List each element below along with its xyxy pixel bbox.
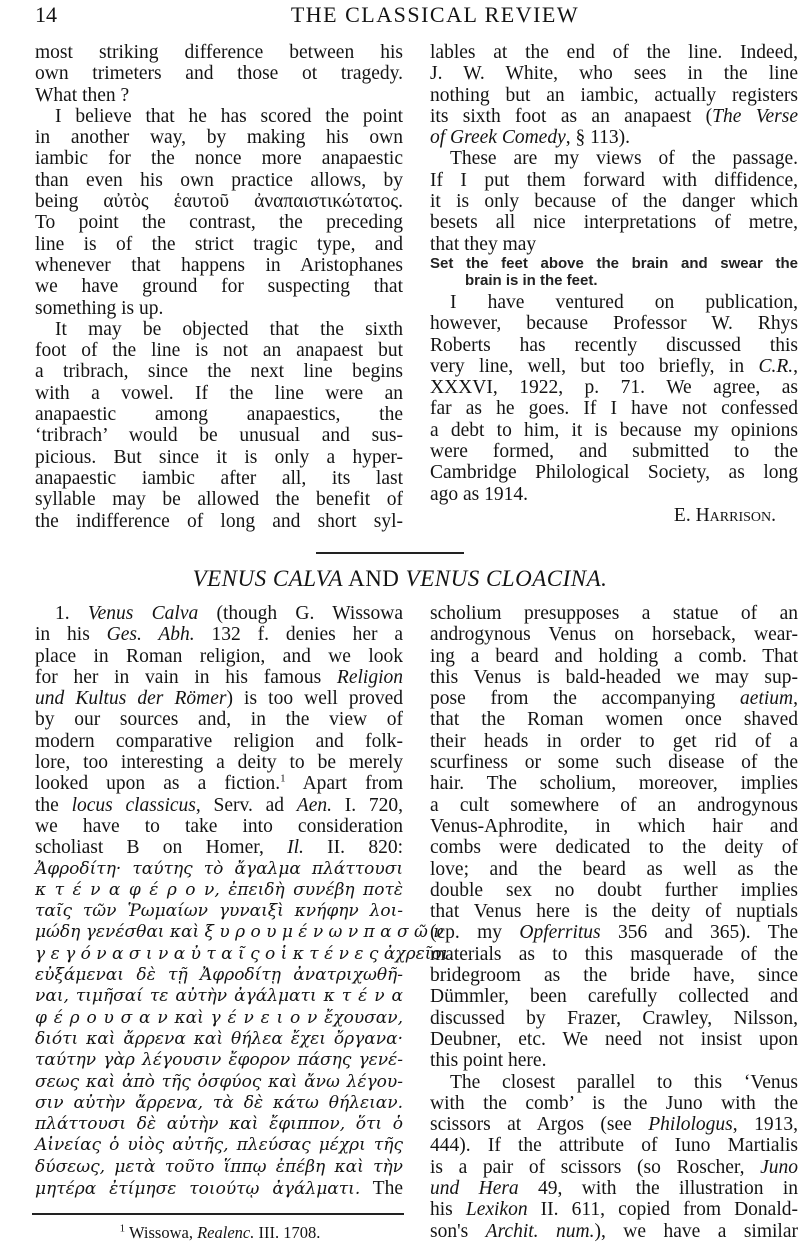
italic-term: Il.	[287, 837, 304, 859]
greek-quote-line: φ έ ρ ο υ σ α ν καὶ γ έ ν ε ι ο ν ἔχουσαν,	[35, 1007, 403, 1028]
greek-quote-line: Ἀφροδίτη· ταύτης τὸ ἄγαλμα πλάττουσι	[35, 858, 403, 879]
verse-quote-line: brain is in the feet.	[465, 271, 598, 289]
text-line: than even his own practice allows, by	[35, 169, 403, 191]
text-line	[430, 1114, 798, 1135]
text-line: a tribrach, since the next line begins	[35, 361, 403, 383]
text-line: XXXVI, 1922, p. 71. We agree, as	[430, 377, 798, 399]
text-line: place in Roman religion, and we look	[35, 645, 403, 667]
text-run: (cp. my	[430, 922, 520, 944]
text-line	[35, 667, 403, 688]
text-run: The	[360, 1178, 403, 1200]
text-line: What then ?	[35, 84, 130, 106]
text-line: scurfiness or some such disease of the	[430, 752, 798, 774]
text-line	[430, 1157, 798, 1178]
article-title	[0, 566, 800, 592]
book-title: The Verse	[712, 105, 798, 127]
journal-title: Philologus	[648, 1114, 733, 1136]
italic-term: aetium	[740, 688, 794, 710]
text-line: besets all nice interpretations of metre,	[430, 212, 798, 234]
footnote-marker[interactable]: 1	[280, 772, 286, 785]
text-line: ing a beard and holding a comb. That	[430, 645, 798, 667]
text-run: scissors at Argos (see	[430, 1114, 649, 1136]
text-line	[35, 795, 403, 816]
text-run: looked upon as a fiction.	[35, 773, 281, 795]
text-line: Dümmler, been carefully collected and	[430, 986, 798, 1008]
greek-quote-line: δύσεως, μετὰ τοῦτο ἵππῳ ἐπέβη καὶ τὴν	[35, 1156, 403, 1177]
text-line: that the Roman women once shaved	[430, 709, 798, 731]
text-line	[430, 127, 798, 148]
text-line: combs were dedicated to the deity of	[430, 837, 798, 859]
section-number: 1.	[55, 603, 88, 624]
text-run: , § 113).	[565, 127, 631, 149]
italic-term: Aen.	[296, 794, 332, 816]
text-line: I believe that he has scored the point	[55, 105, 403, 127]
book-title: Religion	[336, 666, 403, 688]
text-run: II. 820:	[303, 837, 403, 859]
text-run: (though G. Wissowa	[198, 603, 403, 624]
text-line: It may be objected that the sixth	[55, 318, 403, 340]
text-line: anapaestic iambic after all, its last	[35, 467, 403, 489]
text-line: materials as to this masquerade of the	[430, 943, 798, 965]
text-line: discussed by Frazer, Crawley, Nilsson,	[430, 1007, 798, 1029]
text-line: syllable may be allowed the benefit of	[35, 489, 403, 511]
book-title: und Hera	[430, 1178, 519, 1200]
text-run: son's	[430, 1220, 486, 1242]
italic-term: Realenc.	[197, 1223, 255, 1242]
article2-left-column	[35, 603, 454, 1200]
text-line: this point here.	[430, 1050, 547, 1072]
text-line: a cult somewhere of an androgynous	[430, 794, 798, 816]
book-title: Lexikon	[465, 1199, 528, 1221]
text-line: The closest parallel to this ‘Venus	[450, 1071, 798, 1093]
greek-quote-line: διότι καὶ ἄρρενα καὶ θήλεα ἔχει ὄργανα·	[35, 1028, 403, 1049]
text-line: however, because Professor W. Rhys	[430, 313, 798, 335]
text-run: ), we have a similar	[594, 1220, 799, 1242]
page-header	[0, 0, 800, 30]
book-title: Archit. num.	[485, 1220, 595, 1242]
text-line: Roberts has recently discussed this	[430, 334, 798, 356]
text-line: foot of the line is not an anapaest but	[35, 340, 403, 362]
text-line: were formed, and submitted to the	[430, 441, 798, 463]
text-line: it is only because of the danger which	[430, 191, 798, 213]
journal-abbrev: C.R.	[758, 355, 794, 377]
text-line: that they may	[430, 233, 537, 255]
text-line: 444). If the attribute of Iuno Martialis	[430, 1135, 798, 1157]
text-line: These are my views of the passage.	[450, 148, 798, 170]
text-line: nothing but an iambic, actually registers	[430, 84, 798, 106]
greek-quote-line: ταύτην γὰρ λέγουσιν ἔφορον πάσης γενέ-	[35, 1050, 403, 1071]
text-run: II. 611, copied from Donald-	[527, 1199, 799, 1221]
text-line: Cambridge Philological Society, as long	[430, 462, 798, 484]
text-line	[430, 1221, 798, 1242]
greek-quote-line: μώδη γενέσθαι καὶ ξ υ ρ ο υ μ έ ν ω ν π α σ ῶ ν	[35, 922, 444, 943]
text-line	[430, 688, 798, 709]
text-line: J. W. White, who sees in the line	[430, 63, 798, 85]
title-part: VENUS CLOACINA.	[405, 566, 608, 591]
greek-quote-line: σεως καὶ ἀπὸ τῆς ὀσφύος καὶ ἄνω λέγου-	[35, 1071, 403, 1092]
text-line	[430, 106, 798, 127]
text-run: pose from the accompanying	[430, 688, 741, 710]
text-line: ago as 1914.	[430, 483, 529, 505]
text-line: Deubner, etc. We need not insist upon	[430, 1028, 798, 1050]
text-line: scholium presupposes a statue of an	[430, 603, 798, 624]
text-run: is a pair of scissors (so Roscher,	[430, 1156, 761, 1178]
text-line: with a vowel. If the line were an	[35, 382, 403, 404]
text-line	[35, 1178, 403, 1199]
text-line: that Venus here is the deity of nuptials	[430, 901, 798, 923]
text-run: in his	[35, 624, 107, 646]
text-line: by our sources and, in the view of	[35, 709, 403, 731]
text-run: ) is too well proved	[226, 688, 404, 710]
text-line: bridegroom as the bride have, since	[430, 965, 798, 987]
text-line: iambic for the nonce more anapaestic	[35, 148, 403, 170]
text-run: III. 1708.	[254, 1223, 321, 1242]
text-line: far as he goes. If I have not confessed	[430, 398, 798, 420]
text-line: If I put them forward with diffidence,	[430, 169, 798, 191]
book-title: Juno	[760, 1156, 798, 1178]
text-run: Wissowa,	[125, 1223, 198, 1242]
page-number: 14	[35, 2, 57, 27]
greek-quote-line: πλάττουσι δὲ αὐτὴν καὶ ἔφιππον, ὅτι ὁ	[35, 1114, 403, 1135]
footnote	[0, 1223, 440, 1243]
book-title: of Greek Comedy	[430, 127, 566, 149]
text-line: To point the contrast, the preceding	[35, 212, 403, 234]
text-run: , Serv. ad	[195, 794, 297, 816]
text-line: picious. But since it is only a hyper-	[35, 446, 403, 468]
running-title: THE CLASSICAL REVIEW	[290, 2, 580, 27]
text-line: whenever that happens in Aristophanes	[35, 254, 403, 276]
text-line: anapaestic among anapaestics, the	[35, 404, 403, 426]
text-run: its sixth foot as an anapaest (	[430, 105, 713, 127]
footnote-marker: 1	[119, 1222, 126, 1235]
text-line	[430, 1199, 798, 1220]
text-line	[430, 1178, 798, 1199]
greek-quote-line: σιν αὐτὴν ἄρρενα, τὰ δὲ κάτω θήλειαν.	[35, 1092, 403, 1113]
text-line: we have ground for suspecting that	[35, 276, 403, 298]
book-title: und Kultus der Römer	[35, 688, 227, 710]
text-line: in another way, by making his own	[35, 127, 403, 149]
text-line: this Venus is bald-headed we may sup-	[430, 666, 798, 688]
text-run: the	[35, 794, 72, 816]
text-run: ,	[793, 355, 798, 377]
section-divider	[316, 552, 464, 554]
text-run: 356 and 365). The	[600, 922, 798, 944]
text-run: ,	[793, 688, 798, 710]
text-line: double sex no doubt further implies	[430, 879, 798, 901]
article1-right-column	[430, 42, 798, 526]
article2-right-column	[430, 603, 798, 1242]
footnote-rule	[32, 1213, 404, 1215]
text-run: scholiast B on Homer,	[35, 837, 288, 859]
text-line: own trimeters and those ot tragedy.	[35, 63, 403, 85]
text-run: 49, with the illustration in	[518, 1178, 798, 1200]
author-signature: E. Harrison.	[673, 504, 776, 526]
text-line: a debt to him, it is because my opinions	[430, 419, 798, 441]
italic-term: locus classicus	[71, 794, 196, 816]
greek-quote-line: εὐξάμεναι δὲ τῇ Ἀφροδίτῃ ἀνατριχωθῆ-	[35, 965, 403, 986]
text-line	[430, 922, 798, 943]
greek-text-run: μητέρα ἐτίμησε τοιούτῳ ἀγάλματι.	[35, 1179, 361, 1200]
text-run: 132 f. denies her a	[194, 624, 403, 646]
text-line: with the comb’ is the Juno with the	[430, 1092, 798, 1114]
text-run: , 1913,	[732, 1114, 799, 1136]
text-line: their heads in order to get rid of a	[430, 730, 798, 752]
greek-quote-line: ταῖς τῶν Ῥωμαίων γυναιξὶ κνήφην λοι-	[35, 901, 403, 922]
text-run: very line, well, but too briefly, in	[430, 355, 759, 377]
greek-quote-line: κ τ έ ν α φ έ ρ ο ν, ἐπειδὴ συνέβη ποτὲ	[35, 879, 403, 900]
greek-quote-line: γ ε γ ό ν α σ ι ν α ὐ τ α ῖ ς ο ἱ κ τ έ ν ε ς ἀχρεῖοι.	[35, 943, 454, 964]
verse-quote-line: Set the feet above the brain and swear the	[430, 254, 798, 272]
text-run: Apart from	[285, 773, 403, 795]
article1-left-column	[35, 42, 403, 532]
text-line: hair. The scholium, moreover, implies	[430, 773, 798, 795]
text-line	[35, 603, 403, 624]
text-line: ‘tribrach’ would be unusual and sus-	[35, 425, 403, 447]
text-line	[430, 356, 798, 377]
text-line: androgynous Venus on horseback, wear-	[430, 624, 798, 646]
book-title: Opferritus	[519, 922, 601, 944]
text-line	[35, 837, 403, 858]
text-line: line is of the strict tragic type, and	[35, 233, 403, 255]
text-line: Venus-Aphrodite, in which hair and	[430, 815, 798, 837]
text-run: I. 720,	[332, 794, 403, 816]
title-part: VENUS CALVA	[192, 566, 344, 591]
text-line	[35, 688, 403, 709]
text-line: I have ventured on publication,	[450, 291, 798, 313]
text-line: love; and the beard as well as the	[430, 858, 798, 880]
italic-term: Venus Calva	[87, 603, 199, 624]
greek-quote-line: Αἰνείας ὁ υἱὸς αὐτῆς, πλεύσας μέχρι τῆς	[35, 1135, 403, 1156]
greek-text-line: being αὐτὸς ἑαυτοῦ ἀναπαιστικώτατος.	[35, 191, 403, 213]
text-line: something is up.	[35, 297, 164, 319]
greek-quote-line: ναι, τιμῆσαί τε αὐτὴν ἀγάλματι κ τ έ ν α	[35, 986, 403, 1007]
text-line: lore, too interesting a deity to be merely	[35, 752, 403, 774]
italic-term: Ges. Abh.	[106, 624, 195, 646]
text-line	[35, 624, 403, 645]
text-line: the indifference of long and short syl-	[35, 510, 403, 532]
text-run: for her in vain in his famous	[35, 666, 337, 688]
text-line: modern comparative religion and folk-	[35, 730, 403, 752]
text-line	[35, 773, 403, 794]
text-run: his	[430, 1199, 466, 1221]
text-line: we have to take into consideration	[35, 815, 403, 837]
text-line: lables at the end of the line. Indeed,	[430, 42, 798, 63]
title-part: AND	[343, 566, 406, 591]
text-line: most striking difference between his	[35, 42, 403, 63]
